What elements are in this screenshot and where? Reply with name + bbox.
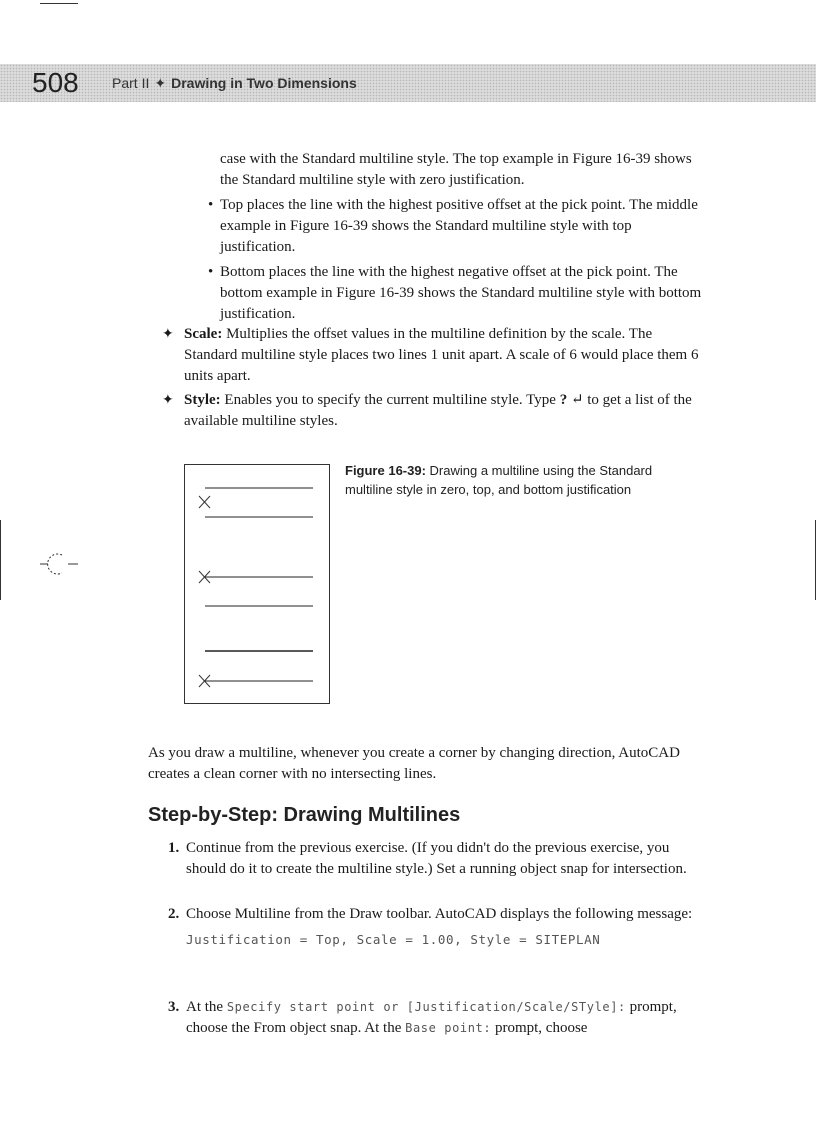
registration-mark-icon [38, 551, 80, 577]
step-number: 2. [168, 906, 180, 922]
figure-16-39-image [184, 464, 330, 704]
step-2 [168, 904, 706, 950]
margin-rule-left [0, 520, 1, 600]
running-header [112, 64, 357, 102]
body-paragraph: As you draw a multiline, whenever you create a corner by changing direction, AutoCAD creates a clean corner with no intersecting lines. [148, 745, 680, 782]
sub-bullet-text: Top places the line with the highest positive offset at the pick point. The middle example in Figure 16-39 shows the Standard multiline style with top justification. [220, 197, 698, 255]
option-term: Scale: [184, 326, 223, 342]
option-text-after: to get a list of the available multiline styles. [184, 392, 692, 429]
command-prompt: Specify start point or [Justification/Scale/STyle]: [226, 1000, 626, 1014]
chapter-title: Drawing in Two Dimensions [171, 75, 357, 91]
step-text: Choose Multiline from the Draw toolbar. AutoCAD displays the following message: [186, 906, 693, 922]
step-number: 3. [168, 999, 180, 1015]
diamond-bullet-icon: ✦ [162, 327, 174, 342]
part-label: Part II [112, 75, 150, 91]
option-text: Enables you to specify the current multiline style. Type [224, 392, 556, 408]
bullet-dot-icon: • [208, 264, 214, 280]
star-separator-icon: ✦ [154, 75, 167, 91]
diamond-bullet-icon: ✦ [162, 393, 174, 408]
command-message: Justification = Top, Scale = 1.00, Style = SITEPLAN [186, 932, 601, 947]
intro-continuation: case with the Standard multiline style. The top example in Figure 16-39 shows the Standard multiline style with zero justification. [220, 151, 692, 188]
sub-bullet-text: Bottom places the line with the highest negative offset at the pick point. The bottom example in Figure 16-39 shows the Standard multiline style with bottom justification. [220, 264, 702, 322]
step-3 [168, 997, 716, 1039]
option-style [162, 390, 704, 432]
figure-caption [345, 461, 695, 499]
step-text: prompt, choose [494, 1020, 588, 1036]
option-text: Multiplies the offset values in the multiline definition by the scale. The Standard multiline style places two lines 1 unit apart. A scale of 6 would place them 6 units apart. [184, 326, 699, 384]
pick-point-x-icon [199, 496, 210, 508]
step-number: 1. [168, 840, 180, 856]
sub-bullet-bottom [208, 262, 702, 325]
enter-key-icon: ↵ [570, 392, 584, 408]
step-text: prompt, choose the From object snap. At the [186, 999, 677, 1036]
step-text: Continue from the previous exercise. (If you didn't do the previous exercise, you should do it to create the multiline style.) Set a running object snap for intersection. [186, 840, 687, 877]
option-key: ? [559, 392, 568, 408]
bullet-dot-icon: • [208, 197, 214, 213]
command-prompt: Base point: [405, 1021, 492, 1035]
step-text: At the [186, 999, 224, 1015]
step-by-step-heading: Step-by-Step: Drawing Multilines [148, 804, 461, 826]
sub-bullet-top [208, 195, 702, 258]
multiline-diagram [185, 465, 328, 702]
figure-label: Figure 16-39: [345, 463, 426, 478]
figure-caption-text: Drawing a multiline using the Standard multiline style in zero, top, and bottom justification [345, 463, 653, 497]
crop-mark-top [40, 3, 78, 4]
option-term: Style: [184, 392, 221, 408]
step-1 [168, 838, 706, 880]
option-scale [162, 324, 704, 387]
page-number: 508 [32, 67, 79, 98]
